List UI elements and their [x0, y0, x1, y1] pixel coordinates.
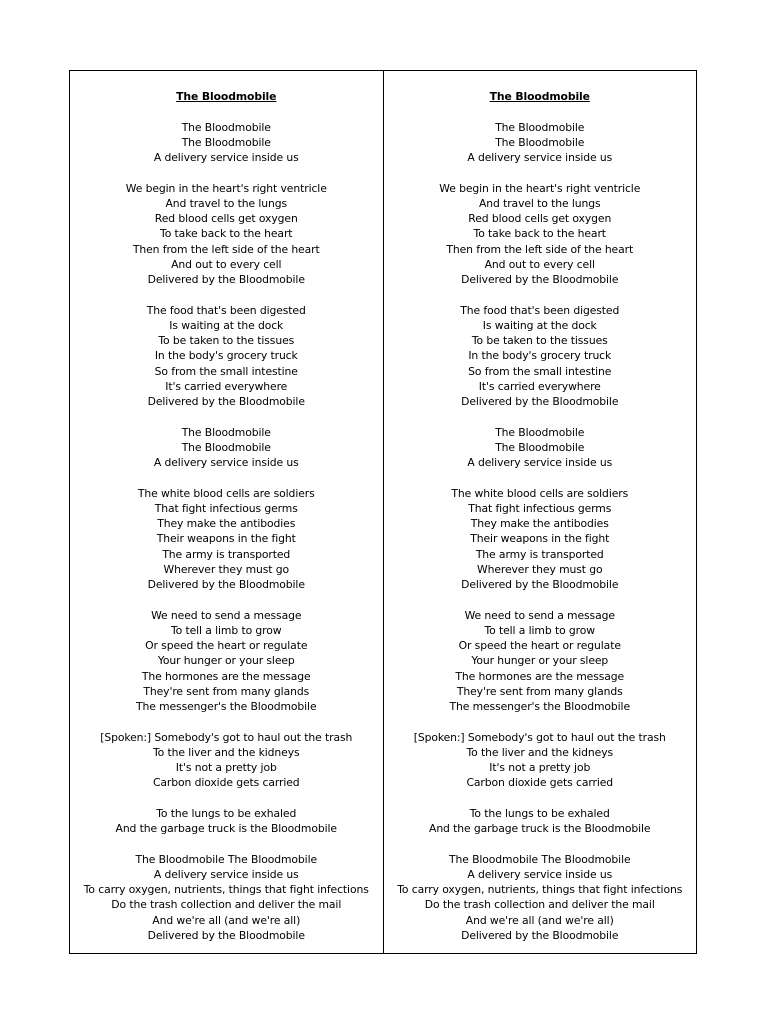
- lyric-line: Is waiting at the dock: [169, 318, 284, 332]
- stanza: [70, 486, 383, 593]
- stanza: [384, 425, 697, 471]
- lyric-line: They make the antibodies: [157, 517, 296, 530]
- lyric-line: [Spoken:] Somebody's got to haul out the trash: [413, 730, 666, 744]
- lyric-line: And travel to the lungs: [478, 196, 601, 210]
- lyric-line: So from the small intestine: [154, 364, 298, 378]
- lyric-line: To the lungs to be exhaled: [156, 806, 297, 820]
- lyric-line: The Bloodmobile: [181, 425, 271, 439]
- lyric-line: Delivered by the Bloodmobile: [147, 395, 305, 408]
- lyric-line: The Bloodmobile: [495, 425, 585, 439]
- lyric-line: It's not a pretty job: [175, 761, 277, 774]
- stanza: [70, 120, 383, 166]
- lyric-line: They make the antibodies: [470, 517, 609, 530]
- lyric-line: A delivery service inside us: [467, 456, 613, 469]
- stanza: [70, 806, 383, 837]
- lyric-line: The white blood cells are soldiers: [137, 486, 315, 500]
- stanza-gap: [384, 836, 697, 851]
- lyric-line: Do the trash collection and deliver the mail: [424, 898, 655, 912]
- lyric-line: The Bloodmobile: [181, 440, 271, 454]
- lyric-line: And the garbage truck is the Bloodmobile: [429, 822, 651, 835]
- lyric-line: Or speed the heart or regulate: [458, 639, 621, 652]
- lyric-line: They're sent from many glands: [456, 684, 623, 698]
- stanza-gap: [384, 165, 697, 180]
- lyric-line: It's not a pretty job: [489, 761, 591, 774]
- stanza-gap: [70, 165, 383, 180]
- stanza: [70, 425, 383, 471]
- lyric-line: To tell a limb to grow: [484, 623, 596, 637]
- stanza-gap: [70, 287, 383, 302]
- lyric-line: Delivered by the Bloodmobile: [461, 928, 619, 942]
- lyric-line: To the liver and the kidneys: [152, 745, 300, 759]
- stanza-gap: [384, 287, 697, 302]
- lyric-line: The Bloodmobile: [181, 120, 271, 134]
- lyric-line: Your hunger or your sleep: [471, 654, 609, 668]
- lyric-line: The Bloodmobile: [495, 120, 585, 134]
- lyric-line: Delivered by the Bloodmobile: [147, 578, 305, 591]
- lyric-line: To carry oxygen, nutrients, things that fight infections: [83, 883, 369, 896]
- lyric-line: A delivery service inside us: [153, 456, 299, 469]
- lyric-line: That fight infectious germs: [154, 501, 298, 515]
- stanza: [70, 181, 383, 288]
- lyric-line: We need to send a message: [151, 608, 302, 622]
- lyric-line: The hormones are the message: [141, 669, 311, 683]
- lyric-line: The Bloodmobile The Bloodmobile: [448, 852, 631, 866]
- stanza-gap: [70, 791, 383, 806]
- lyric-line: The messenger's the Bloodmobile: [135, 700, 317, 713]
- lyric-sheet: [69, 70, 697, 954]
- lyric-line: Carbon dioxide gets carried: [152, 776, 300, 790]
- stanza: [384, 806, 697, 837]
- lyric-line: Wherever they must go: [477, 562, 603, 576]
- stanza: [384, 608, 697, 715]
- lyric-line: Delivered by the Bloodmobile: [461, 578, 619, 591]
- stanza-gap: [384, 470, 697, 485]
- lyrics-column-left: [70, 71, 383, 953]
- lyric-line: The Bloodmobile: [495, 135, 585, 149]
- song-title: The Bloodmobile: [489, 90, 590, 103]
- stanza: [70, 852, 383, 944]
- lyric-line: And we're all (and we're all): [465, 913, 614, 927]
- lyric-line: Delivered by the Bloodmobile: [147, 273, 305, 286]
- lyric-line: A delivery service inside us: [153, 151, 299, 164]
- stanza: [384, 730, 697, 791]
- lyric-line: Then from the left side of the heart: [132, 242, 320, 256]
- stanza: [70, 730, 383, 791]
- lyric-line: And travel to the lungs: [165, 196, 288, 210]
- lyric-line: It's carried everywhere: [478, 379, 601, 393]
- lyric-line: Or speed the heart or regulate: [145, 639, 308, 652]
- stanza-gap: [384, 409, 697, 424]
- lyric-line: Their weapons in the fight: [470, 532, 610, 546]
- lyric-line: Your hunger or your sleep: [157, 654, 295, 668]
- lyric-line: In the body's grocery truck: [154, 349, 298, 363]
- lyric-line: Is waiting at the dock: [482, 318, 597, 332]
- lyric-line: To tell a limb to grow: [170, 623, 282, 637]
- stanza-gap: [384, 592, 697, 607]
- lyric-line: That fight infectious germs: [468, 501, 612, 515]
- lyric-line: Delivered by the Bloodmobile: [461, 395, 619, 408]
- lyric-line: We need to send a message: [464, 608, 615, 622]
- stanza: [384, 120, 697, 166]
- lyric-line: In the body's grocery truck: [468, 349, 612, 363]
- stanza: [384, 852, 697, 944]
- lyric-line: Do the trash collection and deliver the mail: [111, 898, 342, 912]
- stanza: [384, 486, 697, 593]
- lyric-line: [Spoken:] Somebody's got to haul out the trash: [100, 730, 353, 744]
- lyric-line: The army is transported: [475, 547, 604, 561]
- lyric-line: We begin in the heart's right ventricle: [125, 181, 327, 195]
- lyric-line: The white blood cells are soldiers: [451, 486, 629, 500]
- lyric-line: To the liver and the kidneys: [466, 745, 614, 759]
- stanza: [384, 303, 697, 410]
- lyric-line: To the lungs to be exhaled: [469, 806, 610, 820]
- lyric-line: Delivered by the Bloodmobile: [461, 273, 619, 286]
- lyric-line: Delivered by the Bloodmobile: [147, 928, 305, 942]
- stanza-gap: [70, 592, 383, 607]
- stanza: [70, 608, 383, 715]
- lyric-line: The food that's been digested: [146, 303, 306, 317]
- lyric-line: Red blood cells get oxygen: [154, 212, 298, 225]
- stanza-gap: [70, 714, 383, 729]
- stanza-gap: [384, 714, 697, 729]
- lyric-line: To carry oxygen, nutrients, things that fight infections: [397, 883, 683, 896]
- lyric-line: And out to every cell: [171, 257, 282, 271]
- song-title: The Bloodmobile: [176, 90, 277, 103]
- stanza: [70, 303, 383, 410]
- lyric-line: Their weapons in the fight: [156, 532, 296, 546]
- lyric-line: The food that's been digested: [460, 303, 620, 317]
- stanza-gap: [70, 104, 383, 119]
- lyric-line: A delivery service inside us: [153, 867, 299, 881]
- lyric-line: To be taken to the tissues: [471, 334, 608, 347]
- lyric-line: They're sent from many glands: [143, 684, 310, 698]
- stanza-gap: [384, 104, 697, 119]
- lyric-line: Wherever they must go: [163, 562, 289, 576]
- stanza: [384, 181, 697, 288]
- lyric-line: The messenger's the Bloodmobile: [449, 700, 630, 713]
- lyrics-column-right: [383, 71, 697, 953]
- lyric-line: A delivery service inside us: [467, 867, 613, 881]
- lyric-line: To take back to the heart: [473, 227, 606, 241]
- lyric-line: And we're all (and we're all): [152, 913, 301, 927]
- stanza-gap: [70, 409, 383, 424]
- lyric-line: The army is transported: [162, 547, 291, 561]
- lyric-line: And the garbage truck is the Bloodmobile: [115, 822, 337, 835]
- lyric-line: So from the small intestine: [468, 364, 612, 378]
- lyric-line: To be taken to the tissues: [158, 334, 295, 347]
- lyric-line: The Bloodmobile The Bloodmobile: [135, 852, 318, 866]
- lyric-line: The hormones are the message: [455, 669, 625, 683]
- stanza-gap: [384, 791, 697, 806]
- lyric-line: And out to every cell: [484, 257, 595, 271]
- lyric-line: Red blood cells get oxygen: [468, 212, 612, 225]
- lyric-line: We begin in the heart's right ventricle: [439, 181, 641, 195]
- stanza-gap: [70, 836, 383, 851]
- lyric-line: The Bloodmobile: [495, 440, 585, 454]
- lyric-line: Carbon dioxide gets carried: [466, 776, 614, 790]
- lyric-line: To take back to the heart: [160, 227, 293, 241]
- lyric-line: A delivery service inside us: [467, 151, 613, 164]
- lyric-line: The Bloodmobile: [181, 135, 271, 149]
- lyric-line: It's carried everywhere: [165, 379, 288, 393]
- stanza-gap: [70, 470, 383, 485]
- lyric-line: Then from the left side of the heart: [446, 242, 634, 256]
